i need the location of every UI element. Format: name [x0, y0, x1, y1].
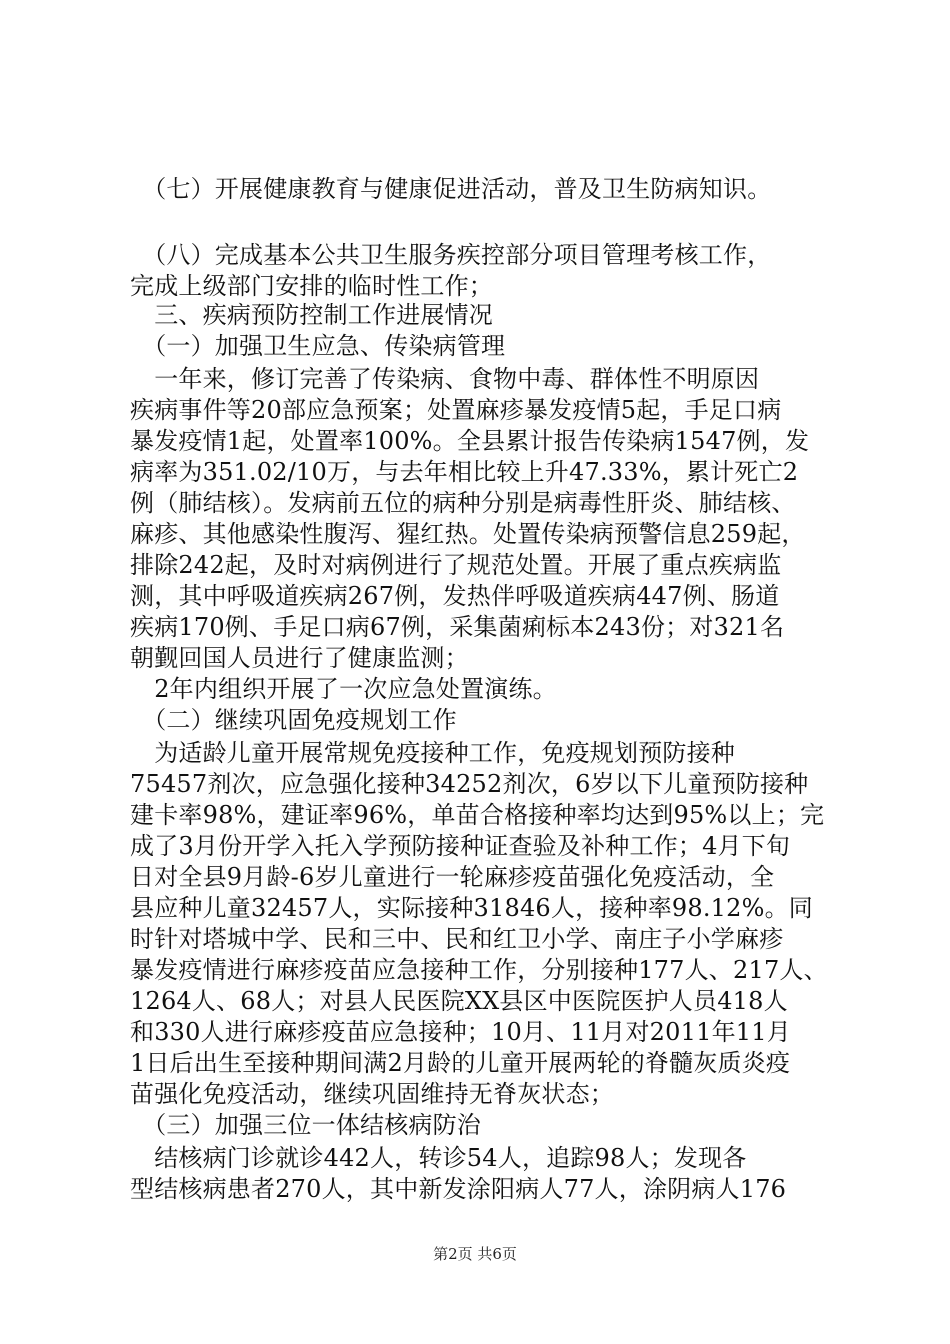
page-footer: 第2页 共6页 [433, 1245, 517, 1263]
subsection-heading-2: （二）继续巩固免疫规划工作 [130, 706, 457, 734]
text-line: 病率为351.02/10万，与去年相比较上升47.33%，累计死亡2 [130, 458, 799, 486]
text-line: 测，其中呼吸道疾病267例，发热伴呼吸道疾病447例、肠道 [130, 582, 780, 610]
text-line: 结核病门诊就诊442人，转诊54人，追踪98人；发现各 [130, 1144, 747, 1172]
text-line: 麻疹、其他感染性腹泻、猩红热。处置传染病预警信息259起， [130, 520, 806, 548]
text-line: 建卡率98%，建证率96%，单苗合格接种率均达到95%以上；完 [130, 801, 825, 829]
text-line: 为适龄儿童开展常规免疫接种工作，免疫规划预防接种 [130, 739, 735, 767]
text-line: 时针对塔城中学、民和三中、民和红卫小学、南庄子小学麻疹 [130, 925, 784, 953]
text-line: 型结核病患者270人，其中新发涂阳病人77人，涂阴病人176 [130, 1175, 787, 1203]
text-line: 例（肺结核）。发病前五位的病种分别是病毒性肝炎、肺结核、 [130, 489, 796, 517]
text-line: 一年来，修订完善了传染病、食物中毒、群体性不明原因 [130, 365, 760, 393]
line-7: （七）开展健康教育与健康促进活动，普及卫生防病知识。 [130, 175, 772, 203]
text-line: 75457剂次，应急强化接种34252剂次，6岁以下儿童预防接种 [130, 770, 809, 798]
text-line: 成了3月份开学入托入学预防接种证查验及补种工作；4月下旬 [130, 832, 791, 860]
text-line: 日对全县9月龄-6岁儿童进行一轮麻疹疫苗强化免疫活动，全 [130, 863, 775, 891]
text-line: 暴发疫情进行麻疹疫苗应急接种工作，分别接种177人、217人、 [130, 956, 828, 984]
text-line: 排除242起，及时对病例进行了规范处置。开展了重点疾病监 [130, 551, 782, 579]
text-line: 和330人进行麻疹疫苗应急接种；10月、11月对2011年11月 [130, 1018, 791, 1046]
subsection-heading-3: （三）加强三位一体结核病防治 [130, 1111, 481, 1139]
text-line: 疾病170例、手足口病67例，采集菌痢标本243份；对321名 [130, 613, 785, 641]
line-8: （八）完成基本公共卫生服务疾控部分项目管理考核工作， [130, 241, 772, 269]
text-line: 苗强化免疫活动，继续巩固维持无脊灰状态； [130, 1080, 614, 1108]
section-heading-3: 三、疾病预防控制工作进展情况 [130, 301, 493, 329]
subsection-heading-1: （一）加强卫生应急、传染病管理 [130, 332, 506, 360]
text-line: 1日后出生至接种期间满2月龄的儿童开展两轮的脊髓灰质炎疫 [130, 1049, 791, 1077]
text-line: 县应种儿童32457人，实际接种31846人，接种率98.12%。同 [130, 894, 814, 922]
text-line: 2年内组织开展了一次应急处置演练。 [130, 675, 557, 703]
text-line: 完成上级部门安排的临时性工作； [130, 272, 493, 300]
text-line: 1264人、68人；对县人民医院XX县区中医院医护人员418人 [130, 987, 788, 1015]
text-line: 朝觐回国人员进行了健康监测； [130, 644, 469, 672]
text-line: 暴发疫情1起，处置率100%。全县累计报告传染病1547例，发 [130, 427, 810, 455]
text-line: 疾病事件等20部应急预案；处置麻疹暴发疫情5起，手足口病 [130, 396, 782, 424]
